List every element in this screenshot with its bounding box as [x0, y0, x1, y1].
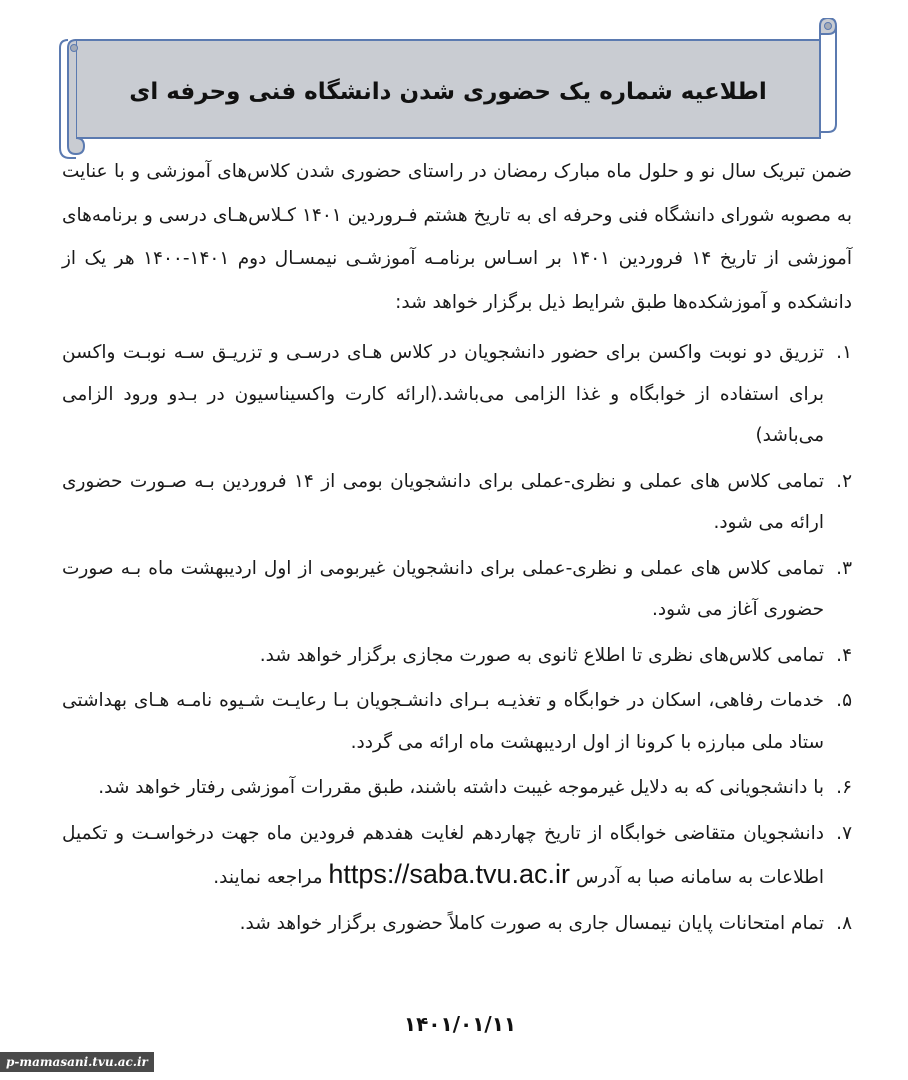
list-item — [62, 680, 852, 763]
list-item — [62, 461, 852, 544]
item-text: تمامی کلاس‌های نظری تا اطلاع ثانوی به صورت مجازی برگزار خواهد شد. — [259, 644, 824, 666]
item-text-before-url: دانشجویان متقاضی خوابگاه از تاریخ چهاردهم لغایت هفدهم فرودین ماه جهت درخواسـت و تکمیل اطلاعات به سامانه صبا به آدرس — [62, 822, 824, 888]
item-text: تمامی کلاس های عملی و نظری-عملی برای دانشجویان غیربومی از اول اردیبهشت ماه بـه صورت حضوری آغاز می شود. — [62, 557, 824, 620]
item-number: ۵. — [836, 690, 852, 711]
site-watermark: p-mamasani.tvu.ac.ir — [0, 1052, 154, 1072]
item-number: ۷. — [836, 822, 852, 844]
item-text-after-url: مراجعه نمایند. — [213, 867, 329, 888]
list-item — [62, 813, 852, 899]
item-number: ۱. — [836, 342, 852, 363]
saba-url-link[interactable]: https://saba.tvu.ac.ir — [328, 859, 570, 889]
announcement-date: ۱۴۰۱/۰۱/۱۱ — [403, 1012, 517, 1036]
item-number: ۶. — [836, 777, 852, 798]
conditions-list — [62, 332, 852, 948]
item-number: ۲. — [836, 470, 852, 492]
title-banner — [58, 18, 838, 162]
item-number: ۴. — [836, 644, 852, 666]
item-text: با دانشجویانی که به دلایل غیرموجه غیبت داشته باشند، طبق مقررات آموزشی رفتار خواهد شد. — [98, 777, 824, 798]
intro-paragraph: ضمن تبریک سال نو و حلول ماه مبارک رمضان در راستای حضوری شدن کلاس‌های آموزشی و با عنایت به مصوبه شورای دانشگاه فنی وحرفه ای به تاریخ هشتم فـروردین ۱۴۰۱ کـلاس‌هـای درسی و برنامه‌های آموزشی از تاریخ ۱۴ فروردین ۱۴۰۱ بر اسـاس برنامـه آموزشـی نیمسـال دوم ۱۴۰۱-۱۴۰۰ هر یک از دانشکده و آموزشکده‌ها طبق شرایط ذیل برگزار خواهد شد: — [62, 161, 852, 313]
item-number: ۳. — [836, 557, 852, 579]
item-number: ۸. — [836, 912, 852, 934]
item-text: تزریق دو نوبت واکسن برای حضور دانشجویان در کلاس هـای درسـی و تزریـق سـه نوبـت واکسن برای استفاده از خوابگاه و غذا الزامی می‌باشد.(ارائه کارت واکسیناسیون در بـدو ورود الزامی می‌باشد) — [62, 342, 824, 446]
list-item — [62, 903, 852, 945]
announcement-title: اطلاعیه شماره یک حضوری شدن دانشگاه فنی وحرفه ای — [129, 79, 767, 105]
list-item — [62, 332, 852, 457]
item-text: تمامی کلاس های عملی و نظری-عملی برای دانشجویان بومی از ۱۴ فروردین بـه صـورت حضوری ارائه می شود. — [62, 470, 824, 533]
list-item — [62, 548, 852, 631]
list-item — [62, 767, 852, 809]
item-text: تمام امتحانات پایان نیمسال جاری به صورت کاملاً حضوری برگزار خواهد شد. — [239, 912, 824, 934]
list-item — [62, 635, 852, 677]
item-text: خدمات رفاهی، اسکان در خوابگاه و تغذیـه بـرای دانشـجویان بـا رعایـت شـیوه نامـه هـای بهداشتی ستاد ملی مبارزه با کرونا از اول اردیبهشت ماه ارائه می گردد. — [62, 690, 824, 753]
